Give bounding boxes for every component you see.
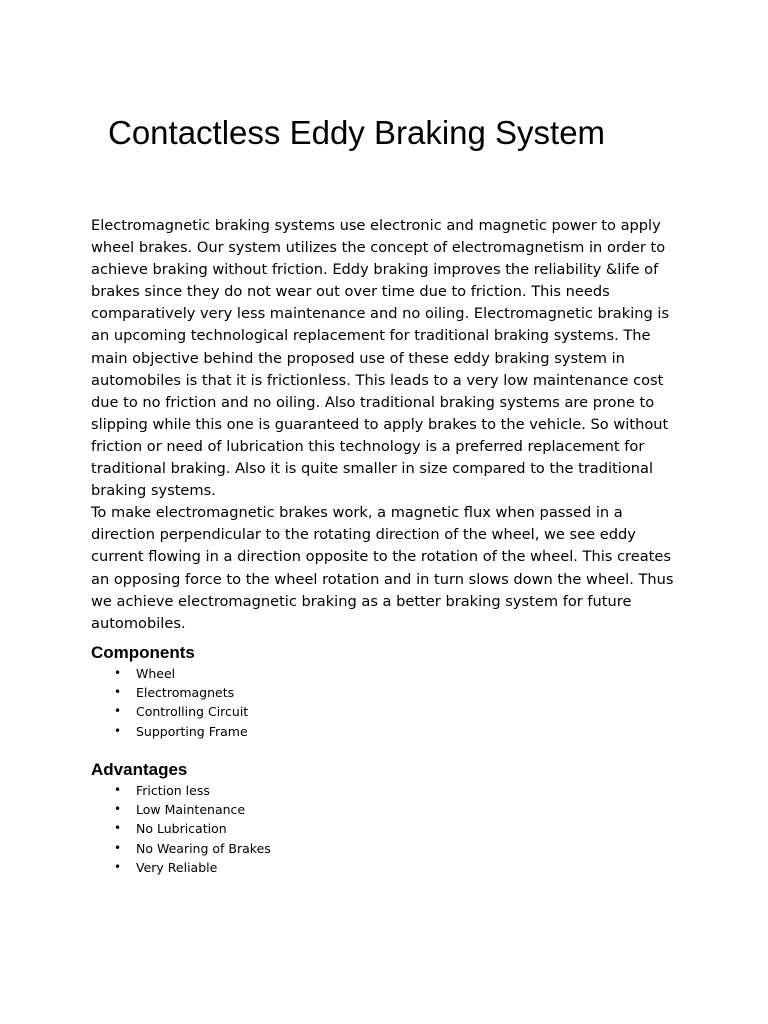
bullet-icon: •	[114, 666, 122, 680]
components-list	[91, 664, 248, 741]
advantages-heading: Advantages	[91, 760, 188, 779]
bullet-icon: •	[114, 859, 122, 874]
list-item-label: Supporting Frame	[136, 723, 248, 739]
list-item-label: Low Maintenance	[136, 802, 246, 818]
list-item	[91, 722, 248, 741]
advantages-section	[91, 759, 271, 877]
list-item-label: Friction less	[136, 783, 210, 798]
list-item	[91, 781, 271, 800]
bullet-icon: •	[114, 802, 122, 817]
list-item	[91, 839, 271, 858]
list-item-label: Very Reliable	[136, 859, 218, 875]
list-item-label: Electromagnets	[136, 685, 235, 701]
bullet-icon: •	[114, 704, 122, 719]
body-text	[91, 215, 681, 635]
paragraph-intro: Electromagnetic braking systems use electronic and magnetic power to apply wheel brakes. Our system utilizes the concept of electromagnetism in order to achieve braking without friction. Eddy braking improves the reliability &life of brakes since they do not wear out over time due to friction. This needs comparatively very less maintenance and no oiling. Electromagnetic braking is an upcoming technological replacement for traditional braking systems. The main objective behind the proposed use of these eddy braking system in automobiles is that it is frictionless. This leads to a very low maintenance cost due to no friction and no oiling. Also traditional braking systems are prone to slipping while this one is guaranteed to apply brakes to the vehicle. So without friction or need of lubrication this technology is a preferred replacement for traditional braking. Also it is quite smaller in size compared to the traditional braking systems.	[91, 217, 670, 500]
bullet-icon: •	[114, 783, 122, 797]
bullet-icon: •	[114, 723, 122, 738]
bullet-icon: •	[114, 685, 122, 700]
list-item	[91, 800, 271, 819]
list-item-label: No Wearing of Brakes	[136, 840, 271, 856]
list-item	[91, 664, 248, 683]
bullet-icon: •	[114, 840, 122, 855]
advantages-list	[91, 781, 271, 877]
bullet-icon: •	[114, 821, 122, 836]
paragraph-working: To make electromagnetic brakes work, a magnetic flux when passed in a direction perpendicular to the rotating direction of the wheel, we see eddy current flowing in a direction opposite to the rotation of the wheel. This creates an opposing force to the wheel rotation and in turn slows down the wheel. Thus we achieve electromagnetic braking as a better braking system for future automobiles.	[91, 504, 674, 632]
list-item	[91, 683, 248, 702]
list-item-label: Controlling Circuit	[136, 704, 249, 720]
list-item	[91, 819, 271, 838]
components-section	[91, 642, 248, 741]
list-item-label: No Lubrication	[136, 821, 227, 837]
document-title: Contactless Eddy Braking System	[108, 114, 606, 151]
list-item	[91, 702, 248, 721]
list-item	[91, 858, 271, 877]
list-item-label: Wheel	[136, 666, 176, 681]
components-heading: Components	[91, 643, 195, 662]
